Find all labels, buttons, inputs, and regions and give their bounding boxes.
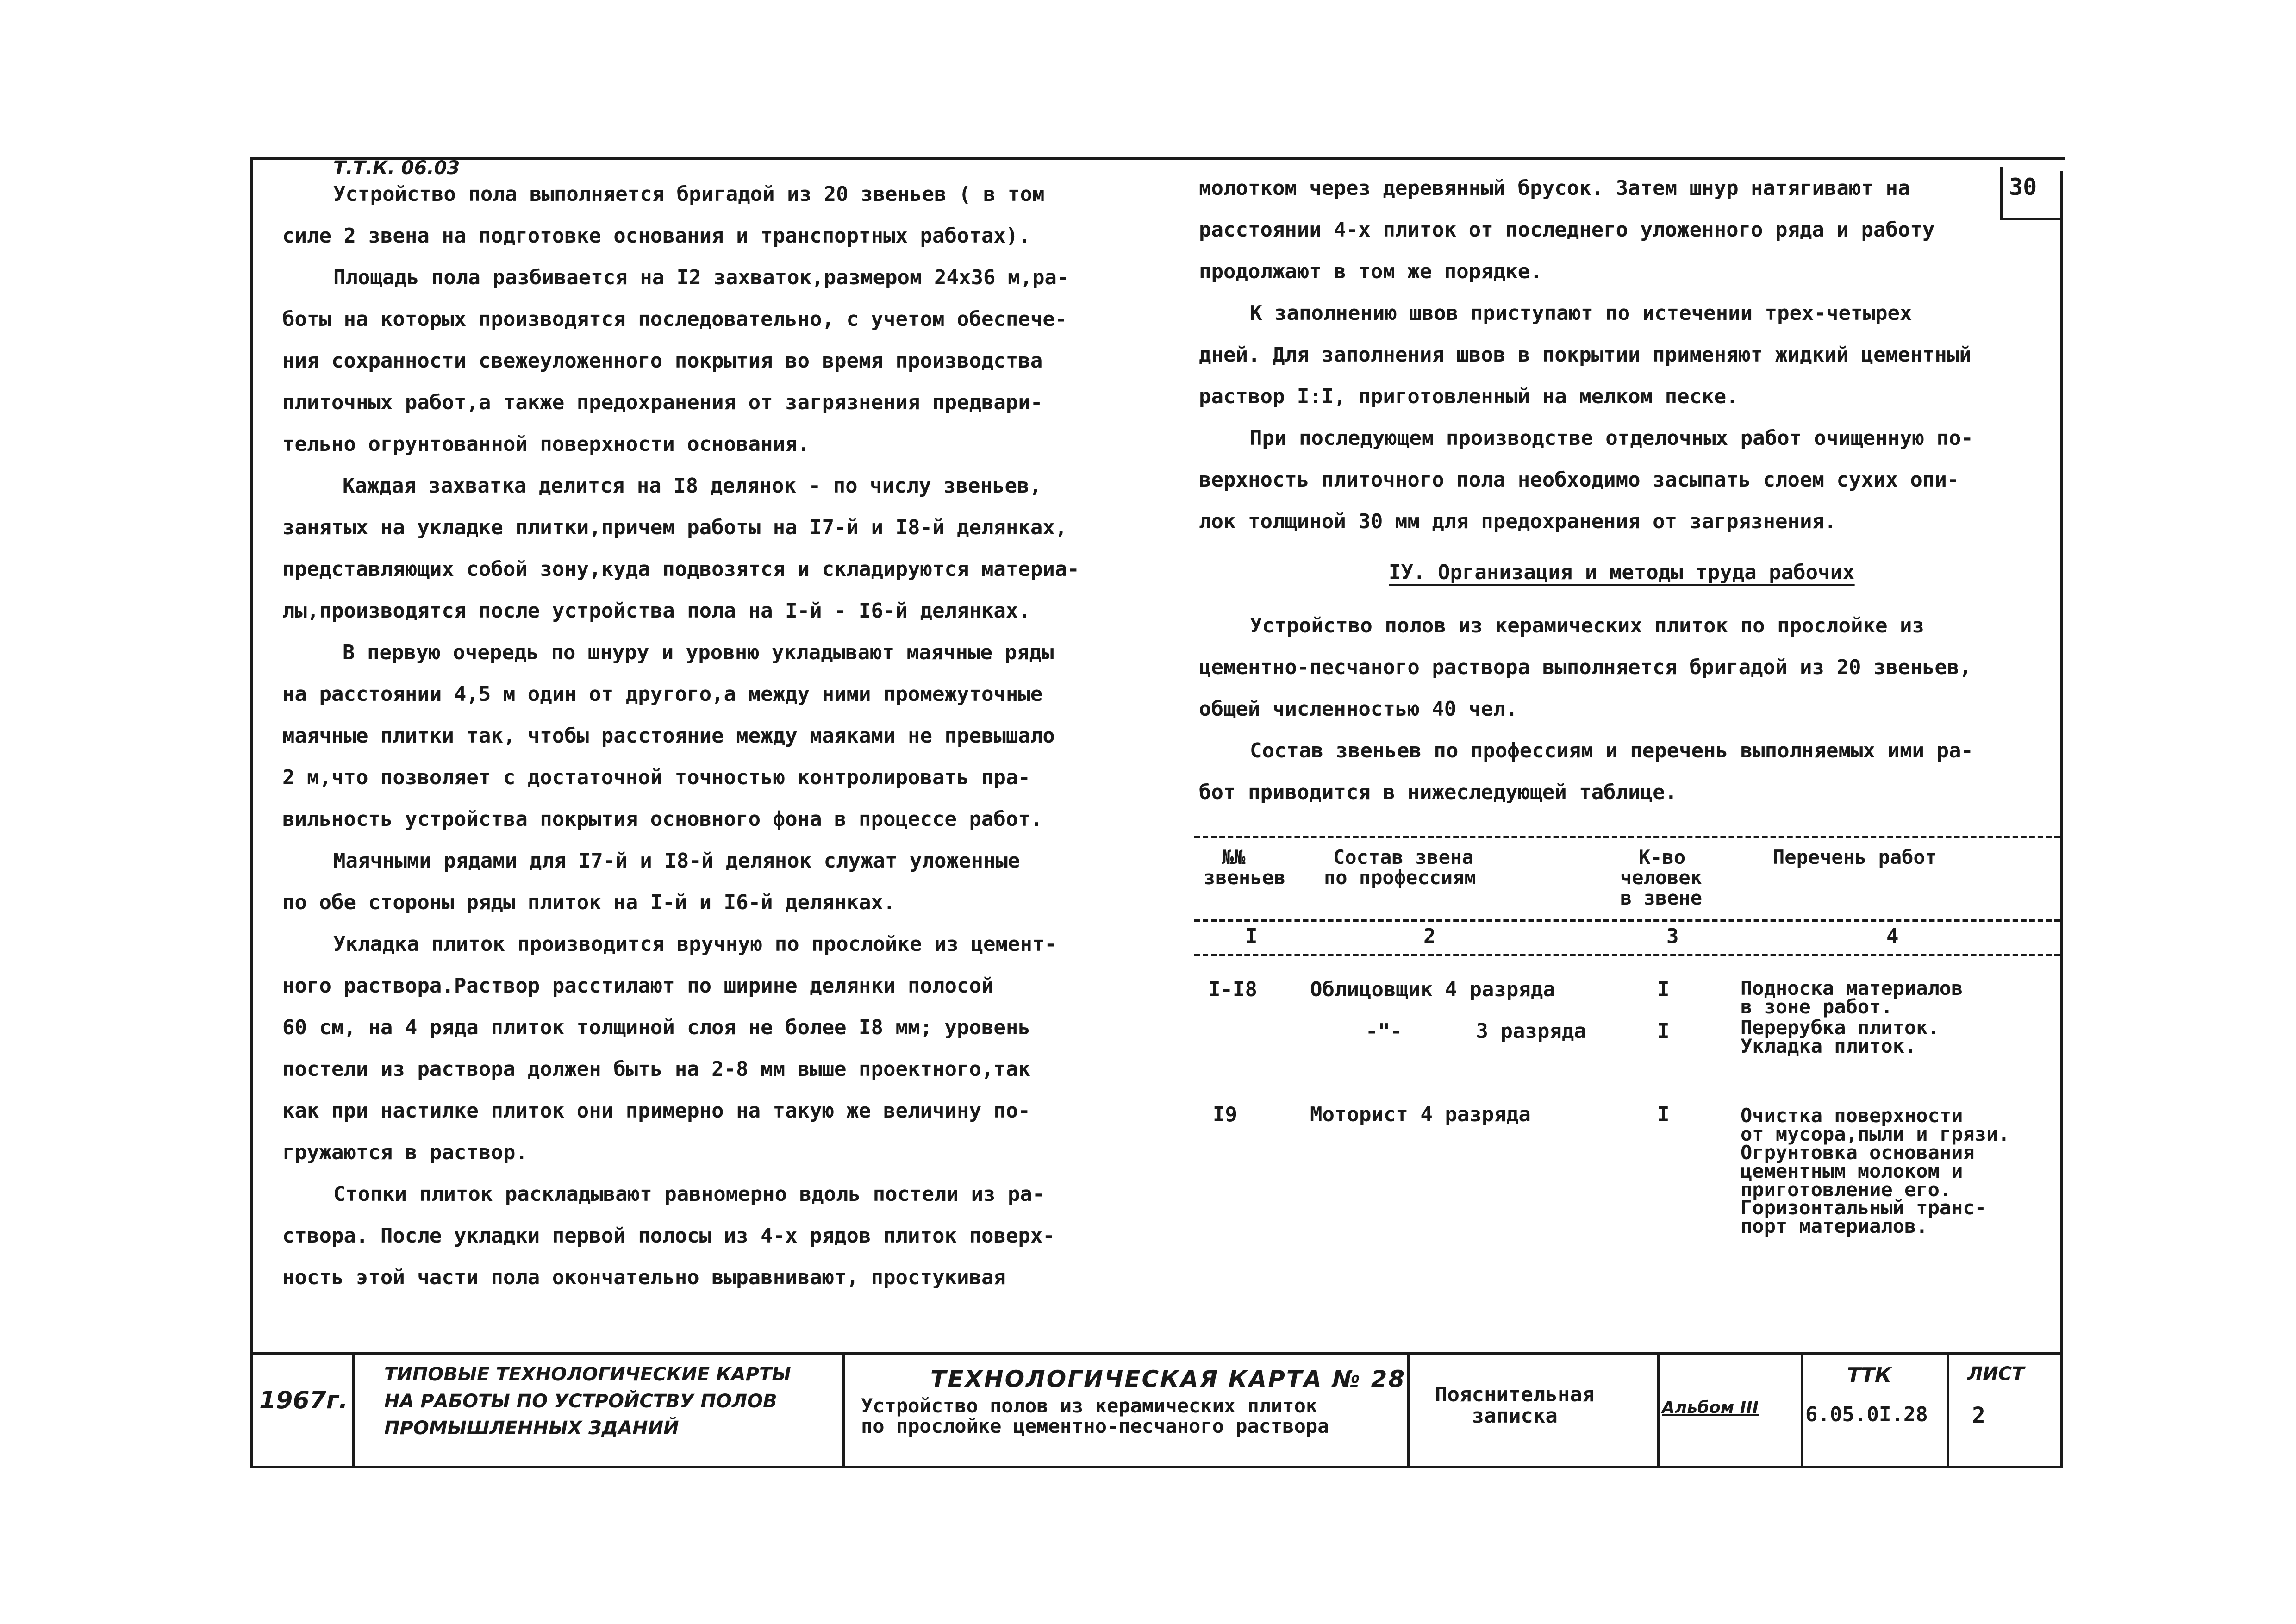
frame-bottom-border	[250, 1466, 2063, 1468]
right-line-6: При последующем производстве отделочных работ очищенную по-	[1250, 426, 1973, 450]
frame-left-border	[250, 157, 253, 1468]
right2-line-2: общей численностью 40 чел.	[1199, 697, 1518, 721]
stamp-divider-6	[1947, 1352, 1949, 1468]
left-line-7: Каждая захватка делится на I8 делянок - по числу звеньев,	[343, 474, 1042, 498]
frame-right-border	[2060, 171, 2063, 1468]
left-line-5: плиточных работ,а также предохранения от загрязнения предвари-	[282, 391, 1043, 414]
left-line-0: Устройство пола выполняется бригадой из 20 звеньев ( в том	[333, 182, 1045, 206]
th-works-line-0: Перечень работ	[1773, 846, 1937, 868]
th-composition	[1324, 847, 1476, 888]
left-line-6: тельно огрунтованной поверхности основания.	[282, 432, 810, 456]
left-line-2: Площадь пола разбивается на I2 захваток,размером 24х36 м,ра-	[333, 266, 1069, 289]
right2-line-1: цементно-песчаного раствора выполняется бригадой из 20 звеньев,	[1199, 656, 1972, 679]
table-header-rule	[1194, 919, 2060, 922]
stamp-series-line-0: ТИПОВЫЕ ТЕХНОЛОГИЧЕСКИЕ КАРТЫ	[384, 1364, 791, 1385]
right-line-0: молотком через деревянный брусок. Затем шнур натягивают на	[1199, 176, 1910, 200]
stamp-divider-2	[842, 1352, 845, 1468]
row3-works-line-1: от мусора,пыли и грязи.	[1741, 1122, 2010, 1145]
left-line-24: Стопки плиток раскладывают равномерно вдоль постели из ра-	[333, 1182, 1045, 1206]
left-line-18: Укладка плиток производится вручную по прослойке из цемент-	[333, 932, 1057, 956]
stamp-divider-1	[352, 1352, 355, 1468]
th-no-line-1: звеньев	[1204, 866, 1286, 889]
row3-works-line-0: Очистка поверхности	[1741, 1104, 1963, 1127]
row1-works-line-1: в зоне работ.	[1741, 995, 1893, 1018]
right-line-3: К заполнению швов приступают по истечении трех-четырех	[1250, 301, 1912, 325]
row2-works	[1741, 1018, 1940, 1056]
stamp-divider-4	[1657, 1352, 1660, 1468]
left-line-1: силе 2 звена на подготовке основания и транспортных работах).	[282, 224, 1030, 248]
row1-count: I	[1657, 978, 1670, 1001]
table-top-rule	[1194, 836, 2060, 838]
left-line-4: ния сохранности свежеуложенного покрытия во время производства	[282, 349, 1043, 373]
left-line-3: боты на которых производятся последовательно, с учетом обеспече-	[282, 307, 1067, 331]
row1-works	[1741, 979, 1963, 1016]
stamp-ttk-label: ТТК	[1847, 1363, 1891, 1387]
th-composition-line-0: Состав звена	[1333, 846, 1474, 868]
row3-works-line-5: Горизонтальный транс-	[1741, 1196, 1987, 1219]
left-line-19: ного раствора.Раствор расстилают по ширине делянки полосой	[282, 974, 994, 998]
row3-works-line-4: приготовление его.	[1741, 1178, 1952, 1201]
left-line-15: вильность устройства покрытия основного фона в процессе работ.	[282, 807, 1043, 831]
stamp-divider-3	[1407, 1352, 1410, 1468]
left-line-13: маячные плитки так, чтобы расстояние между маяками не превышало	[282, 724, 1055, 748]
right2-line-4: бот приводится в нижеследующей таблице.	[1199, 781, 1678, 804]
th-no	[1204, 847, 1285, 888]
stamp-series-line-1: НА РАБОТЫ ПО УСТРОЙСТВУ ПОЛОВ	[384, 1391, 777, 1412]
left-line-8: занятых на укладке плитки,причем работы на I7-й и I8-й делянках,	[282, 516, 1067, 539]
row1-composition: Облицовщик 4 разряда	[1310, 978, 1555, 1001]
stamp-map-subtitle-line-0: Устройство полов из керамических плиток	[861, 1394, 1318, 1417]
stamp-series-title	[384, 1361, 791, 1442]
row3-works-line-3: цементным молоком и	[1741, 1159, 1963, 1182]
colnum-2: 2	[1423, 924, 1436, 948]
row2-works-line-1: Укладка плиток.	[1741, 1034, 1916, 1057]
page-number: 30	[2009, 174, 2037, 200]
colnum-3: 3	[1666, 924, 1679, 948]
row3-composition: Моторист 4 разряда	[1310, 1103, 1531, 1126]
th-count	[1620, 847, 1702, 908]
stamp-ttk-code: 6.05.0I.28	[1805, 1403, 1928, 1426]
left-line-23: гружаются в раствор.	[282, 1141, 528, 1164]
left-line-17: по обе стороны ряды плиток на I-й и I6-й делянках.	[282, 891, 896, 914]
stamp-divider-5	[1801, 1352, 1803, 1468]
left-line-10: лы,производятся после устройства пола на I-й - I6-й делянках.	[282, 599, 1030, 623]
stamp-top-border	[250, 1352, 2063, 1355]
colnum-1: I	[1245, 924, 1258, 948]
left-line-21: постели из раствора должен быть на 2-8 мм выше проектного,так	[282, 1057, 1030, 1081]
row1-no: I-I8	[1208, 978, 1257, 1001]
right-line-1: расстоянии 4-х плиток от последнего уложенного ряда и работу	[1199, 218, 1935, 242]
row2-composition: -"- 3 разряда	[1366, 1019, 1586, 1043]
row3-no: I9	[1213, 1103, 1237, 1126]
left-line-9: представляющих собой зону,куда подвозятся и складируются материа-	[282, 557, 1079, 581]
right-line-7: верхность плиточного пола необходимо засыпать слоем сухих опи-	[1199, 468, 1959, 492]
right2-line-3: Состав звеньев по профессиям и перечень выполняемых ими ра-	[1250, 739, 1973, 762]
row3-works-line-6: порт материалов.	[1741, 1215, 1928, 1238]
left-line-22: как при настилке плиток они примерно на такую же величину по-	[282, 1099, 1030, 1123]
right-line-2: продолжают в том же порядке.	[1199, 260, 1542, 283]
right-line-4: дней. Для заполнения швов в покрытии применяют жидкий цементный	[1199, 343, 1972, 367]
row3-count: I	[1657, 1103, 1670, 1126]
th-count-line-2: в звене	[1620, 887, 1703, 910]
left-line-11: В первую очередь по шнуру и уровню укладывают маячные ряды	[343, 641, 1054, 664]
right2-line-0: Устройство полов из керамических плиток по прослойке из	[1250, 614, 1924, 637]
stamp-sheet-number: 2	[1972, 1403, 1985, 1429]
stamp-map-title: ТЕХНОЛОГИЧЕСКАЯ КАРТА № 28	[930, 1366, 1406, 1393]
th-composition-line-1: по профессиям	[1324, 866, 1476, 889]
stamp-map-subtitle	[861, 1396, 1329, 1437]
stamp-note-line-0: Пояснительная	[1435, 1383, 1595, 1406]
colnum-4: 4	[1886, 924, 1899, 948]
right-line-5: раствор I:I, приготовленный на мелком песке.	[1199, 385, 1739, 408]
right-line-8: лок толщиной 30 мм для предохранения от загрязнения.	[1199, 510, 1837, 533]
left-line-20: 60 см, на 4 ряда плиток толщиной слоя не более I8 мм; уровень	[282, 1016, 1030, 1039]
stamp-sheet-label: ЛИСТ	[1967, 1363, 2025, 1385]
stamp-note-line-1: записка	[1472, 1404, 1558, 1428]
frame-top-border	[250, 157, 2065, 160]
th-no-line-0: №№	[1222, 846, 1246, 868]
doc-code: Т.Т.К. 06.03	[333, 157, 460, 179]
left-line-25: створа. После укладки первой полосы из 4-х рядов плиток поверх-	[282, 1224, 1055, 1248]
stamp-year: 1967г.	[259, 1387, 348, 1414]
table-colnum-rule	[1194, 954, 2060, 956]
left-line-16: Маячными рядами для I7-й и I8-й делянок служат уложенные	[333, 849, 1020, 873]
row2-count: I	[1657, 1019, 1670, 1043]
stamp-map-subtitle-line-1: по прослойке цементно-песчаного раствора	[861, 1415, 1329, 1438]
stamp-album: Альбом III	[1662, 1398, 1759, 1417]
row3-works	[1741, 1106, 2010, 1236]
left-line-26: ность этой части пола окончательно выравнивают, простукивая	[282, 1266, 1006, 1289]
row3-works-line-2: Огрунтовка основания	[1741, 1141, 1975, 1164]
stamp-note	[1435, 1384, 1594, 1427]
th-works	[1773, 847, 1937, 868]
row1-works-line-0: Подноска материалов	[1741, 977, 1963, 999]
left-line-14: 2 м,что позволяет с достаточной точностью контролировать пра-	[282, 766, 1030, 789]
row2-works-line-0: Перерубка плиток.	[1741, 1016, 1940, 1039]
stamp-series-line-2: ПРОМЫШЛЕННЫХ ЗДАНИЙ	[384, 1418, 679, 1439]
section-heading: IУ. Организация и методы труда рабочих	[1389, 561, 1855, 584]
th-count-line-1: человек	[1620, 866, 1703, 889]
th-count-line-0: К-во	[1639, 846, 1686, 868]
left-line-12: на расстоянии 4,5 м один от другого,а между ними промежуточные	[282, 682, 1043, 706]
